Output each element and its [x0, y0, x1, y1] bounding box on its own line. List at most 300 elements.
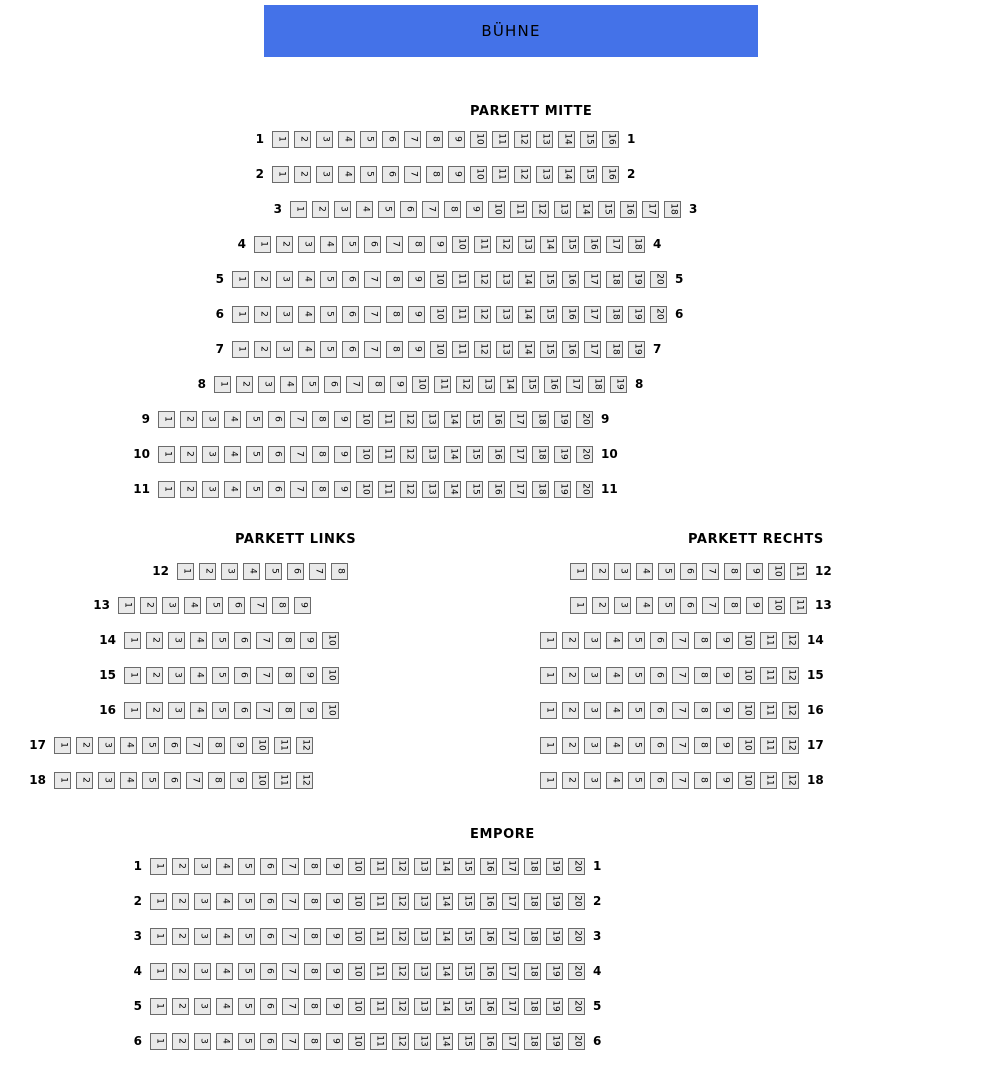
seat[interactable]: [694, 772, 711, 789]
seat[interactable]: [540, 271, 557, 288]
seat[interactable]: [636, 563, 653, 580]
seat[interactable]: [702, 563, 719, 580]
seat[interactable]: [430, 271, 447, 288]
seat[interactable]: [260, 928, 277, 945]
seat[interactable]: [282, 998, 299, 1015]
seat[interactable]: [274, 772, 291, 789]
seat[interactable]: [782, 702, 799, 719]
seat[interactable]: [488, 481, 505, 498]
seat[interactable]: [650, 667, 667, 684]
seat[interactable]: [172, 963, 189, 980]
seat[interactable]: [480, 928, 497, 945]
seat[interactable]: [790, 563, 807, 580]
seat[interactable]: [246, 411, 263, 428]
seat[interactable]: [562, 772, 579, 789]
seat[interactable]: [782, 737, 799, 754]
seat[interactable]: [180, 481, 197, 498]
seat[interactable]: [602, 131, 619, 148]
seat[interactable]: [510, 201, 527, 218]
seat[interactable]: [524, 1033, 541, 1050]
seat[interactable]: [282, 1033, 299, 1050]
seat[interactable]: [386, 306, 403, 323]
seat[interactable]: [296, 737, 313, 754]
seat[interactable]: [290, 446, 307, 463]
seat[interactable]: [426, 166, 443, 183]
seat[interactable]: [378, 411, 395, 428]
seat[interactable]: [760, 632, 777, 649]
seat[interactable]: [588, 376, 605, 393]
seat[interactable]: [300, 632, 317, 649]
seat[interactable]: [158, 481, 175, 498]
seat[interactable]: [680, 563, 697, 580]
seat[interactable]: [348, 928, 365, 945]
seat[interactable]: [738, 667, 755, 684]
seat[interactable]: [444, 201, 461, 218]
seat[interactable]: [290, 481, 307, 498]
seat[interactable]: [510, 481, 527, 498]
seat[interactable]: [518, 306, 535, 323]
seat[interactable]: [502, 1033, 519, 1050]
seat[interactable]: [234, 667, 251, 684]
seat[interactable]: [206, 597, 223, 614]
seat[interactable]: [304, 928, 321, 945]
seat[interactable]: [422, 411, 439, 428]
seat[interactable]: [448, 166, 465, 183]
seat[interactable]: [436, 858, 453, 875]
seat[interactable]: [452, 306, 469, 323]
seat[interactable]: [265, 563, 282, 580]
seat[interactable]: [540, 632, 557, 649]
seat[interactable]: [331, 563, 348, 580]
seat[interactable]: [650, 632, 667, 649]
seat[interactable]: [448, 131, 465, 148]
seat[interactable]: [216, 998, 233, 1015]
seat[interactable]: [260, 1033, 277, 1050]
seat[interactable]: [458, 893, 475, 910]
seat[interactable]: [492, 166, 509, 183]
seat[interactable]: [98, 772, 115, 789]
seat[interactable]: [252, 772, 269, 789]
seat[interactable]: [386, 271, 403, 288]
seat[interactable]: [282, 963, 299, 980]
seat[interactable]: [194, 858, 211, 875]
seat[interactable]: [738, 737, 755, 754]
seat[interactable]: [568, 963, 585, 980]
seat[interactable]: [568, 998, 585, 1015]
seat[interactable]: [408, 271, 425, 288]
seat[interactable]: [146, 632, 163, 649]
seat[interactable]: [430, 341, 447, 358]
seat[interactable]: [488, 411, 505, 428]
seat[interactable]: [342, 271, 359, 288]
seat[interactable]: [592, 597, 609, 614]
seat[interactable]: [287, 563, 304, 580]
seat[interactable]: [370, 963, 387, 980]
seat[interactable]: [606, 702, 623, 719]
seat[interactable]: [214, 376, 231, 393]
seat[interactable]: [782, 632, 799, 649]
seat[interactable]: [414, 893, 431, 910]
seat[interactable]: [190, 667, 207, 684]
seat[interactable]: [480, 1033, 497, 1050]
seat[interactable]: [436, 998, 453, 1015]
seat[interactable]: [316, 166, 333, 183]
seat[interactable]: [370, 1033, 387, 1050]
seat[interactable]: [576, 481, 593, 498]
seat[interactable]: [628, 702, 645, 719]
seat[interactable]: [370, 998, 387, 1015]
seat[interactable]: [540, 772, 557, 789]
seat[interactable]: [576, 446, 593, 463]
seat[interactable]: [304, 1033, 321, 1050]
seat[interactable]: [356, 446, 373, 463]
seat[interactable]: [172, 998, 189, 1015]
seat[interactable]: [546, 963, 563, 980]
seat[interactable]: [276, 341, 293, 358]
seat[interactable]: [452, 271, 469, 288]
seat[interactable]: [628, 341, 645, 358]
seat[interactable]: [146, 702, 163, 719]
seat[interactable]: [392, 893, 409, 910]
seat[interactable]: [576, 201, 593, 218]
seat[interactable]: [142, 772, 159, 789]
seat[interactable]: [216, 858, 233, 875]
seat[interactable]: [408, 306, 425, 323]
seat[interactable]: [348, 1033, 365, 1050]
seat[interactable]: [724, 597, 741, 614]
seat[interactable]: [532, 411, 549, 428]
seat[interactable]: [338, 166, 355, 183]
seat[interactable]: [300, 667, 317, 684]
seat[interactable]: [456, 376, 473, 393]
seat[interactable]: [260, 963, 277, 980]
seat[interactable]: [510, 411, 527, 428]
seat[interactable]: [172, 858, 189, 875]
seat[interactable]: [386, 236, 403, 253]
seat[interactable]: [326, 1033, 343, 1050]
seat[interactable]: [422, 201, 439, 218]
seat[interactable]: [177, 563, 194, 580]
seat[interactable]: [54, 737, 71, 754]
seat[interactable]: [216, 1033, 233, 1050]
seat[interactable]: [614, 597, 631, 614]
seat[interactable]: [546, 1033, 563, 1050]
seat[interactable]: [392, 1033, 409, 1050]
seat[interactable]: [346, 376, 363, 393]
seat[interactable]: [258, 376, 275, 393]
seat[interactable]: [562, 667, 579, 684]
seat[interactable]: [224, 446, 241, 463]
seat[interactable]: [474, 271, 491, 288]
seat[interactable]: [580, 131, 597, 148]
seat[interactable]: [658, 563, 675, 580]
seat[interactable]: [232, 306, 249, 323]
seat[interactable]: [238, 1033, 255, 1050]
seat[interactable]: [282, 893, 299, 910]
seat[interactable]: [716, 737, 733, 754]
seat[interactable]: [672, 632, 689, 649]
seat[interactable]: [558, 166, 575, 183]
seat[interactable]: [254, 341, 271, 358]
seat[interactable]: [54, 772, 71, 789]
seat[interactable]: [364, 341, 381, 358]
seat[interactable]: [276, 271, 293, 288]
seat[interactable]: [252, 737, 269, 754]
seat[interactable]: [254, 271, 271, 288]
seat[interactable]: [234, 702, 251, 719]
seat[interactable]: [414, 963, 431, 980]
seat[interactable]: [260, 893, 277, 910]
seat[interactable]: [184, 597, 201, 614]
seat[interactable]: [444, 411, 461, 428]
seat[interactable]: [606, 236, 623, 253]
seat[interactable]: [208, 772, 225, 789]
seat[interactable]: [760, 702, 777, 719]
seat[interactable]: [212, 702, 229, 719]
seat[interactable]: [260, 998, 277, 1015]
seat[interactable]: [232, 271, 249, 288]
seat[interactable]: [478, 376, 495, 393]
seat[interactable]: [304, 963, 321, 980]
seat[interactable]: [598, 201, 615, 218]
seat[interactable]: [532, 201, 549, 218]
seat[interactable]: [524, 998, 541, 1015]
seat[interactable]: [246, 481, 263, 498]
seat[interactable]: [474, 341, 491, 358]
seat[interactable]: [584, 632, 601, 649]
seat[interactable]: [414, 1033, 431, 1050]
seat[interactable]: [243, 563, 260, 580]
seat[interactable]: [554, 481, 571, 498]
seat[interactable]: [610, 376, 627, 393]
seat[interactable]: [360, 166, 377, 183]
seat[interactable]: [326, 893, 343, 910]
seat[interactable]: [606, 306, 623, 323]
seat[interactable]: [98, 737, 115, 754]
seat[interactable]: [458, 858, 475, 875]
seat[interactable]: [118, 597, 135, 614]
seat[interactable]: [554, 201, 571, 218]
seat[interactable]: [580, 166, 597, 183]
seat[interactable]: [272, 131, 289, 148]
seat[interactable]: [716, 667, 733, 684]
seat[interactable]: [326, 998, 343, 1015]
seat[interactable]: [326, 858, 343, 875]
seat[interactable]: [238, 928, 255, 945]
seat[interactable]: [768, 563, 785, 580]
seat[interactable]: [320, 341, 337, 358]
seat[interactable]: [386, 341, 403, 358]
seat[interactable]: [228, 597, 245, 614]
seat[interactable]: [502, 998, 519, 1015]
seat[interactable]: [558, 131, 575, 148]
seat[interactable]: [342, 306, 359, 323]
seat[interactable]: [168, 667, 185, 684]
seat[interactable]: [658, 597, 675, 614]
seat[interactable]: [466, 201, 483, 218]
seat[interactable]: [694, 737, 711, 754]
seat[interactable]: [190, 702, 207, 719]
seat[interactable]: [150, 963, 167, 980]
seat[interactable]: [566, 376, 583, 393]
seat[interactable]: [500, 376, 517, 393]
seat[interactable]: [492, 131, 509, 148]
seat[interactable]: [488, 201, 505, 218]
seat[interactable]: [524, 963, 541, 980]
seat[interactable]: [382, 166, 399, 183]
seat[interactable]: [458, 963, 475, 980]
seat[interactable]: [514, 131, 531, 148]
seat[interactable]: [466, 481, 483, 498]
seat[interactable]: [458, 1033, 475, 1050]
seat[interactable]: [254, 236, 271, 253]
seat[interactable]: [326, 928, 343, 945]
seat[interactable]: [518, 341, 535, 358]
seat[interactable]: [760, 667, 777, 684]
seat[interactable]: [320, 236, 337, 253]
seat[interactable]: [650, 737, 667, 754]
seat[interactable]: [272, 166, 289, 183]
seat[interactable]: [518, 236, 535, 253]
seat[interactable]: [186, 772, 203, 789]
seat[interactable]: [168, 702, 185, 719]
seat[interactable]: [540, 306, 557, 323]
seat[interactable]: [576, 411, 593, 428]
seat[interactable]: [430, 236, 447, 253]
seat[interactable]: [524, 928, 541, 945]
seat[interactable]: [268, 481, 285, 498]
seat[interactable]: [208, 737, 225, 754]
seat[interactable]: [202, 446, 219, 463]
seat[interactable]: [584, 236, 601, 253]
seat[interactable]: [238, 963, 255, 980]
seat[interactable]: [502, 858, 519, 875]
seat[interactable]: [400, 201, 417, 218]
seat[interactable]: [322, 702, 339, 719]
seat[interactable]: [390, 376, 407, 393]
seat[interactable]: [628, 667, 645, 684]
seat[interactable]: [356, 411, 373, 428]
seat[interactable]: [502, 963, 519, 980]
seat[interactable]: [142, 737, 159, 754]
seat[interactable]: [628, 632, 645, 649]
seat[interactable]: [238, 858, 255, 875]
seat[interactable]: [342, 236, 359, 253]
seat[interactable]: [496, 236, 513, 253]
seat[interactable]: [320, 306, 337, 323]
seat[interactable]: [562, 341, 579, 358]
seat[interactable]: [294, 131, 311, 148]
seat[interactable]: [250, 597, 267, 614]
seat[interactable]: [414, 998, 431, 1015]
seat[interactable]: [716, 772, 733, 789]
seat[interactable]: [488, 446, 505, 463]
seat[interactable]: [672, 737, 689, 754]
seat[interactable]: [518, 271, 535, 288]
seat[interactable]: [364, 306, 381, 323]
seat[interactable]: [304, 998, 321, 1015]
seat[interactable]: [404, 131, 421, 148]
seat[interactable]: [348, 963, 365, 980]
seat[interactable]: [400, 446, 417, 463]
seat[interactable]: [434, 376, 451, 393]
seat[interactable]: [496, 271, 513, 288]
seat[interactable]: [480, 963, 497, 980]
seat[interactable]: [470, 166, 487, 183]
seat[interactable]: [606, 632, 623, 649]
seat[interactable]: [650, 772, 667, 789]
seat[interactable]: [194, 893, 211, 910]
seat[interactable]: [378, 446, 395, 463]
seat[interactable]: [408, 341, 425, 358]
seat[interactable]: [672, 772, 689, 789]
seat[interactable]: [694, 632, 711, 649]
seat[interactable]: [474, 306, 491, 323]
seat[interactable]: [522, 376, 539, 393]
seat[interactable]: [254, 306, 271, 323]
seat[interactable]: [672, 702, 689, 719]
seat[interactable]: [412, 376, 429, 393]
seat[interactable]: [474, 236, 491, 253]
seat[interactable]: [480, 998, 497, 1015]
seat[interactable]: [404, 166, 421, 183]
seat[interactable]: [562, 306, 579, 323]
seat[interactable]: [120, 737, 137, 754]
seat[interactable]: [140, 597, 157, 614]
seat[interactable]: [348, 858, 365, 875]
seat[interactable]: [400, 481, 417, 498]
seat[interactable]: [150, 893, 167, 910]
seat[interactable]: [502, 893, 519, 910]
seat[interactable]: [436, 928, 453, 945]
seat[interactable]: [392, 928, 409, 945]
seat[interactable]: [120, 772, 137, 789]
seat[interactable]: [216, 928, 233, 945]
seat[interactable]: [246, 446, 263, 463]
seat[interactable]: [392, 998, 409, 1015]
seat[interactable]: [320, 271, 337, 288]
seat[interactable]: [540, 702, 557, 719]
seat[interactable]: [546, 928, 563, 945]
seat[interactable]: [234, 632, 251, 649]
seat[interactable]: [296, 772, 313, 789]
seat[interactable]: [650, 271, 667, 288]
seat[interactable]: [378, 481, 395, 498]
seat[interactable]: [514, 166, 531, 183]
seat[interactable]: [524, 893, 541, 910]
seat[interactable]: [256, 702, 273, 719]
seat[interactable]: [480, 893, 497, 910]
seat[interactable]: [230, 737, 247, 754]
seat[interactable]: [628, 737, 645, 754]
seat[interactable]: [562, 271, 579, 288]
seat[interactable]: [470, 131, 487, 148]
seat[interactable]: [562, 236, 579, 253]
seat[interactable]: [562, 632, 579, 649]
seat[interactable]: [444, 446, 461, 463]
seat[interactable]: [738, 702, 755, 719]
seat[interactable]: [190, 632, 207, 649]
seat[interactable]: [212, 667, 229, 684]
seat[interactable]: [532, 446, 549, 463]
seat[interactable]: [606, 772, 623, 789]
seat[interactable]: [382, 131, 399, 148]
seat[interactable]: [230, 772, 247, 789]
seat[interactable]: [298, 236, 315, 253]
seat[interactable]: [546, 893, 563, 910]
seat[interactable]: [194, 1033, 211, 1050]
seat[interactable]: [606, 271, 623, 288]
